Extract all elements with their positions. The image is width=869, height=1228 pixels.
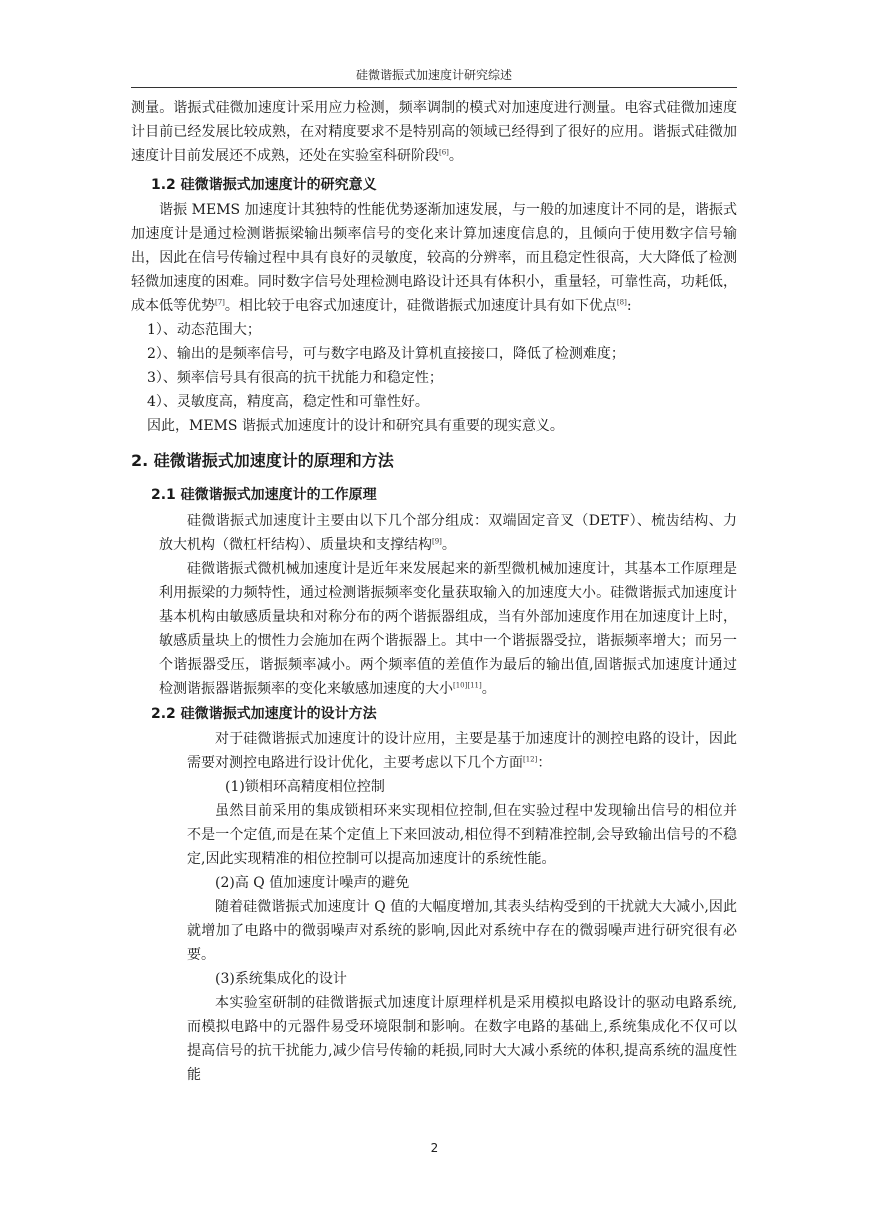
paragraph-components: 硅微谐振式加速度计主要由以下几个部分组成：双端固定音叉（DETF）、梳齿结构、力放大机构（微杠杆结构）、质量块和支撑结构[9]。 [159, 513, 737, 553]
section-heading-1-2: 1.2 硅微谐振式加速度计的研究意义 [151, 177, 377, 193]
paragraph-working-principle: 硅微谐振式微机械加速度计是近年来发展起来的新型微机械加速度计，其基本工作原理是利用振梁的力频特性，通过检测谐振频率变化量获取输入的加速度大小。硅微谐振式加速度计基本机构由敏感质量块和对称分布的两个谐振器组成，当有外部加速度作用在加速度计上时，敏感质量块上的惯性力会施加在两个谐振器上。其中一个谐振器受拉，谐振频率增大；而另一个谐振器受压，谐振频率减小。两个频率值的差值作为最后的输出值,固谐振式加速度计通过检测谐振器谐振频率的变化来敏感加速度的大小[10][11]。 [159, 561, 737, 697]
paragraph-intro-continuation: 测量。谐振式硅微加速度计采用应力检测，频率调制的模式对加速度进行测量。电容式硅微加速度计目前已经发展比较成熟，在对精度要求不是特别高的领域已经得到了很好的应用。谐振式硅微加速度计目前发展还不成熟，还处在实验室科研阶段[6]。 [131, 100, 737, 164]
page-number: 2 [430, 1141, 439, 1155]
citation: [12] [523, 755, 538, 764]
running-header: 硅微谐振式加速度计研究综述 [131, 66, 737, 88]
citation: [6] [439, 148, 449, 157]
citation: [8] [616, 298, 627, 307]
citation: [10][11] [453, 681, 482, 690]
page-body [131, 96, 737, 1087]
subsection-label: (3)系统集成化的设计 [215, 971, 347, 987]
paragraph-conclusion: 因此，MEMS 谐振式加速度计的设计和研究具有重要的现实意义。 [147, 418, 564, 434]
list-item: 2）、输出的是频率信号，可与数字电路及计算机直接接口，降低了检测难度； [147, 346, 625, 362]
paragraph-integration: 本实验室研制的硅微谐振式加速度计原理样机是采用模拟电路设计的驱动电路系统,而模拟电路中的元器件易受环境限制和影响。在数字电路的基础上,系统集成化不仅可以提高信号的抗干扰能力,减少信号传输的耗损,同时大大减小系统的体积,提高系统的温度性能 [187, 995, 737, 1083]
list-item: 1）、动态范围大； [147, 322, 261, 338]
subsection-label: (2)高 Q 值加速度计噪声的避免 [215, 875, 410, 891]
paragraph-significance: 谐振 MEMS 加速度计其独特的性能优势逐渐加速发展，与一般的加速度计不同的是，谐振式加速度计是通过检测谐振梁输出频率信号的变化来计算加速度信息的，且倾向于使用数字信号输出，因此在信号传输过程中具有良好的灵敏度，较高的分辨率，而且稳定性很高，大大降低了检测轻微加速度的困难。同时数字信号处理检测电路设计还具有体积小，重量轻，可靠性高，功耗低，成本低等优势[7]。相比较于电容式加速度计，硅微谐振式加速度计具有如下优点[8]: [131, 202, 737, 314]
section-heading-2: 2. 硅微谐振式加速度计的原理和方法 [131, 451, 394, 470]
citation: [7] [215, 298, 225, 307]
list-item: 3）、频率信号具有很高的抗干扰能力和稳定性； [147, 370, 443, 386]
list-item: 4）、灵敏度高，精度高，稳定性和可靠性好。 [147, 394, 429, 410]
section-heading-2-1: 2.1 硅微谐振式加速度计的工作原理 [151, 487, 377, 503]
section-heading-2-2: 2.2 硅微谐振式加速度计的设计方法 [151, 706, 377, 722]
design-block [131, 727, 737, 1087]
subsection-label: (1)锁相环高精度相位控制 [225, 779, 385, 795]
paragraph-design-intro: 对于硅微谐振式加速度计的设计应用，主要是基于加速度计的测控电路的设计，因此需要对测控电路进行设计优化，主要考虑以下几个方面[12]： [187, 731, 737, 771]
principle-block [131, 509, 737, 701]
paragraph-phase-control: 虽然目前采用的集成锁相环来实现相位控制,但在实验过程中发现输出信号的相位并不是一个定值,而是在某个定值上下来回波动,相位得不到精准控制,会导致输出信号的不稳定,因此实现精准的相位控制可以提高加速度计的系统性能。 [187, 803, 737, 867]
citation: [9] [432, 537, 442, 546]
paragraph-noise: 随着硅微谐振式加速度计 Q 值的大幅度增加,其表头结构受到的干扰就大大减小,因此就增加了电路中的微弱噪声对系统的影响,因此对系统中存在的微弱噪声进行研究很有必要。 [187, 899, 737, 963]
